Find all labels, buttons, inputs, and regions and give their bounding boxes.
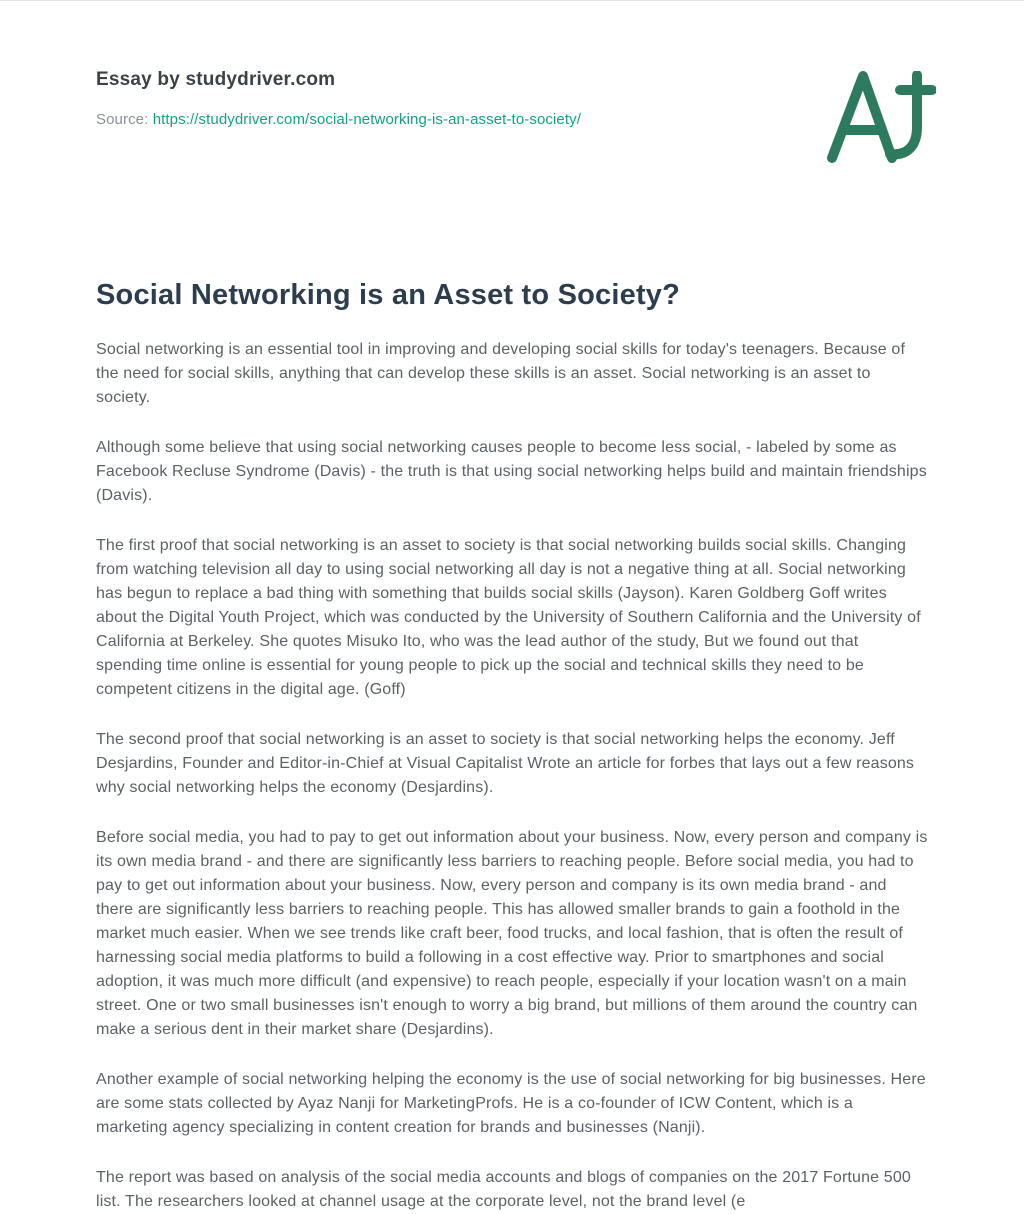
essay-paragraph-2: Although some believe that using social networking causes people to become less social, - labeled by some as Facebook Recluse Syndrome (Davis) - the truth is that using social networking helps build and maintain friendships (Davis). [96, 439, 927, 504]
essay-byline: Essay by studydriver.com [96, 69, 336, 90]
essay-paragraph-6: Another example of social networking helping the economy is the use of social networking for big businesses. Here are some stats collected by Ayaz Nanji for MarketingProfs. He is a co-founder of ICW Content, which is a marketing agency specializing in content creation for brands and businesses (Nanji). [96, 1071, 926, 1136]
essay-paragraph-1: Social networking is an essential tool in improving and developing social skills for today's teenagers. Because of the need for social skills, anything that can develop these skills is an asset. Social networking is an asset to society. [96, 341, 906, 406]
essay-paragraph-4: The second proof that social networking is an asset to society is that social networking helps the economy. Jeff Desjardins, Founder and Editor-in-Chief at Visual Capitalist Wrote an article for forbes that lays out a few reasons why social networking helps the economy (Desjardins). [96, 731, 915, 796]
source-link[interactable]: https://studydriver.com/social-networking-is-an-asset-to-society/ [152, 111, 582, 128]
studydriver-logo-icon [826, 71, 936, 163]
studydriver-logo [826, 71, 936, 163]
essay-paragraph-3: The first proof that social networking is an asset to society is that social networking builds social skills. Changing from watching television all day to using social networking all day is not a negative thing at all. Social networking has begun to replace a bad thing with something that builds social skills (Jayson). Karen Goldberg Goff writes about the Digital Youth Project, which was conducted by the University of Southern California and the University of California at Berkeley. She quotes Misuko Ito, who was the lead author of the study, But we found out that spending time online is essential for young people to pick up the social and technical skills they need to be competent citizens in the digital age. (Goff) [96, 537, 921, 698]
essay-content [0, 279, 1024, 1214]
page-header [0, 1, 1024, 163]
source-line [96, 111, 581, 128]
essay-paragraph-5: Before social media, you had to pay to get out information about your business. Now, every person and company is its own media brand - and there are significantly less barriers to reaching people. Before social media, you had to pay to get out information about your business. Now, every person and company is its own media brand - and there are significantly less barriers to reaching people. This has allowed smaller brands to gain a foothold in the market much easier. When we see trends like craft beer, food trucks, and local fashion, that is often the result of harnessing social media platforms to build a following in a cost effective way. Prior to smartphones and social adoption, it was much more difficult (and expensive) to reach people, especially if your location wasn't on a main street. One or two small businesses isn't enough to worry a big brand, but millions of them around the country can make a serious dent in their market share (Desjardins). [96, 829, 928, 1038]
essay-paragraph-7: The report was based on analysis of the social media accounts and blogs of companies on the 2017 Fortune 500 list. The researchers looked at channel usage at the corporate level, not the brand level (e [96, 1169, 911, 1210]
source-label: Source: [96, 111, 149, 128]
essay-title: Social Networking is an Asset to Society? [96, 279, 681, 311]
header-text-block [96, 69, 581, 128]
